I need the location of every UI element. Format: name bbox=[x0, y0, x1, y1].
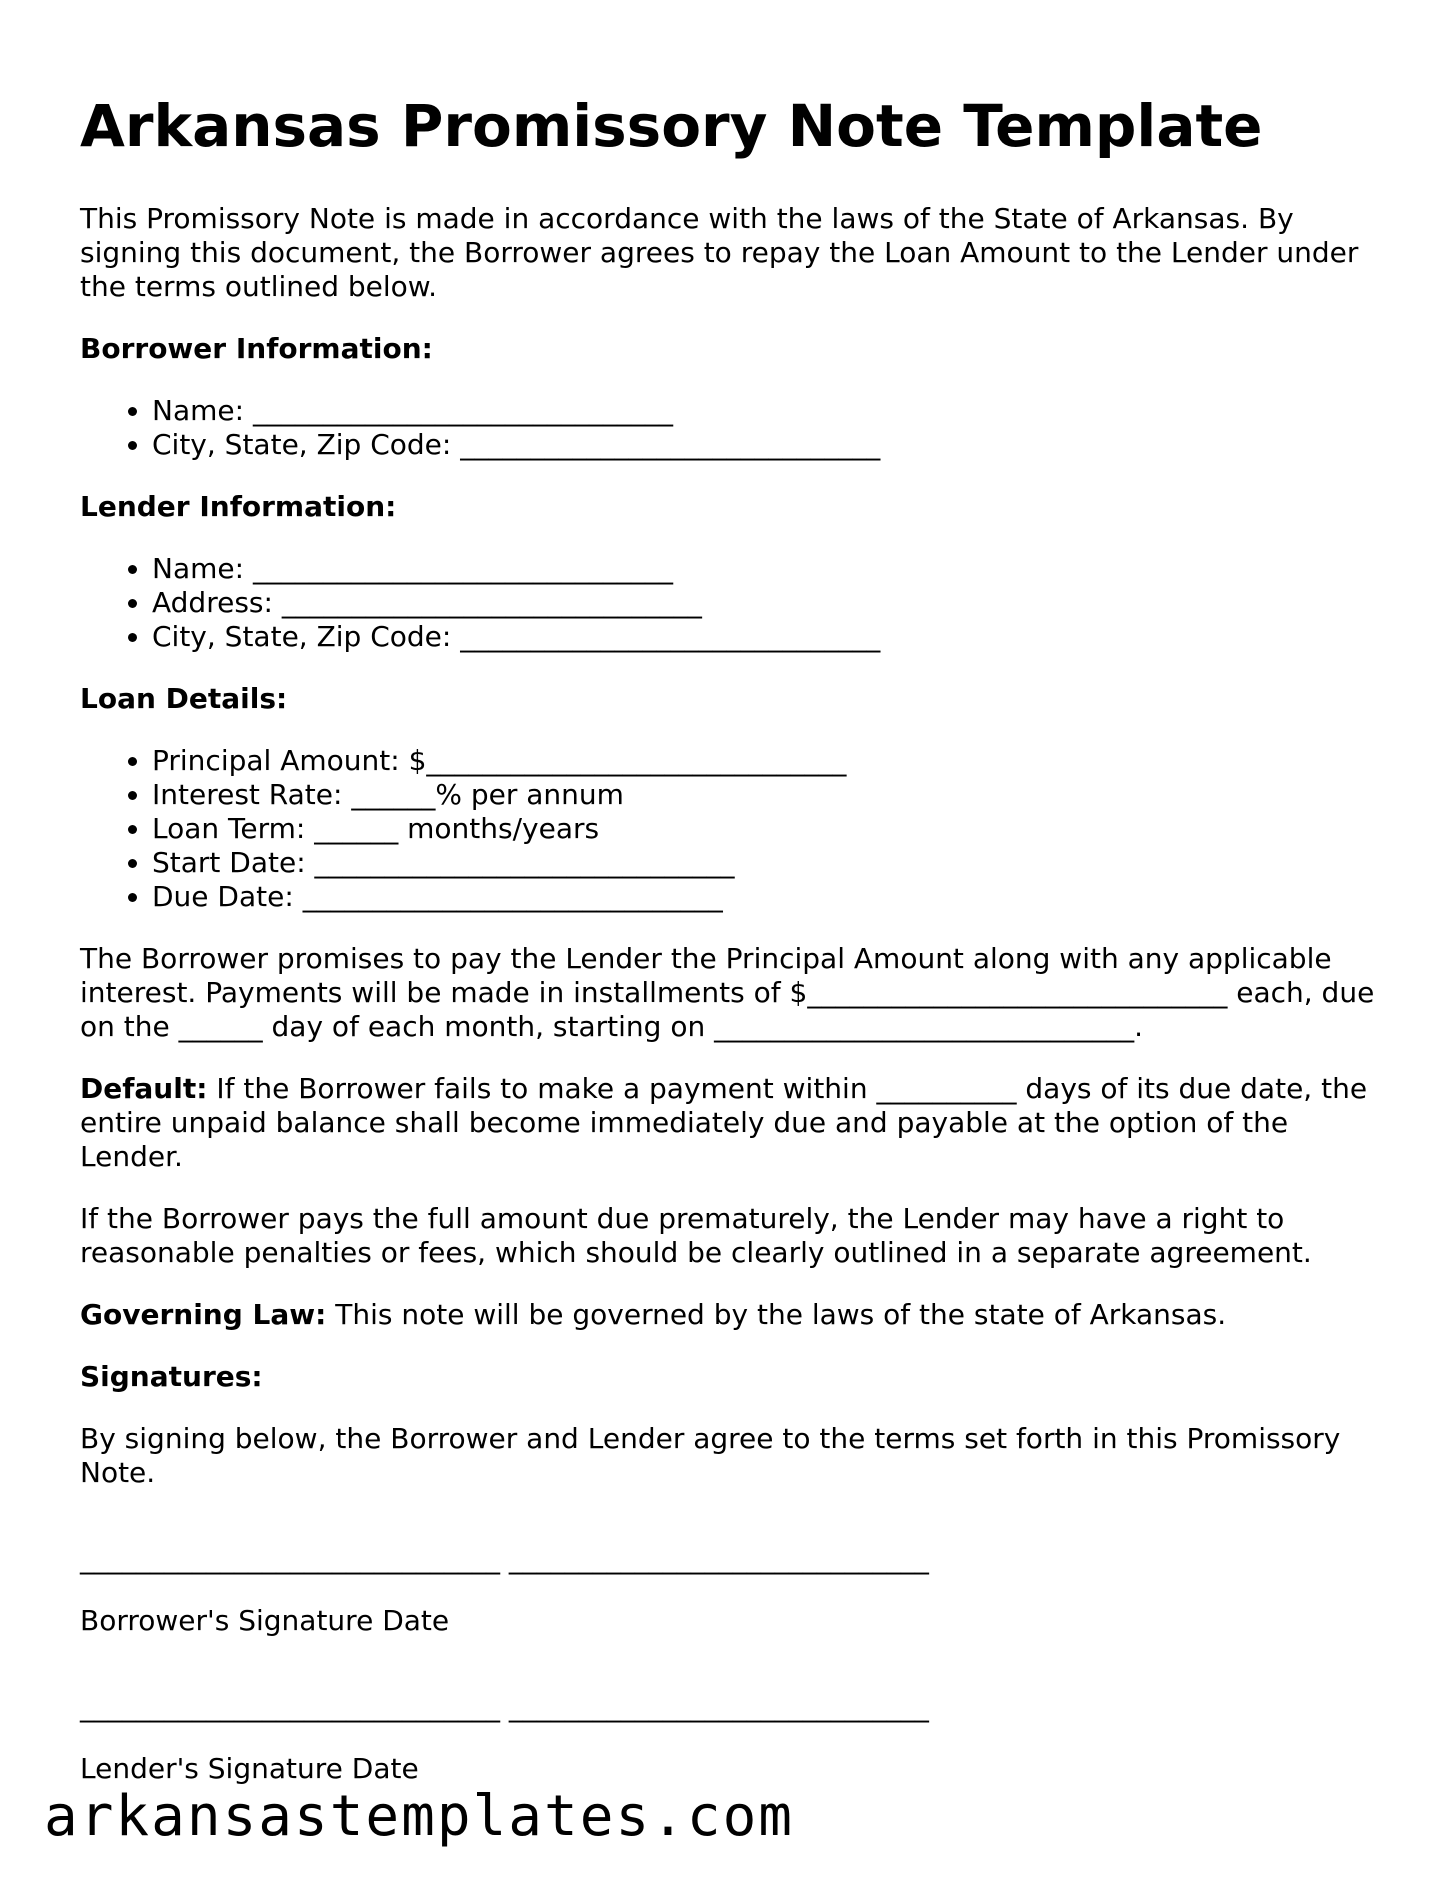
principal-amount-field: • Principal Amount: $______________________________ bbox=[152, 744, 1380, 778]
loan-term-field: • Loan Term: ______ months/years bbox=[152, 812, 1380, 846]
lender-address-field: • Address: ______________________________ bbox=[152, 586, 1380, 620]
lender-heading: Lender Information: bbox=[80, 489, 397, 523]
prepayment-paragraph: If the Borrower pays the full amount due prematurely, the Lender may have a right to reasonable penalties or fees, which should be clearly outlined in a separate agreement. bbox=[80, 1201, 1312, 1269]
borrower-list bbox=[80, 394, 1380, 462]
borrower-heading: Borrower Information: bbox=[80, 331, 433, 365]
interest-rate-field: • Interest Rate: ______% per annum bbox=[152, 778, 1380, 812]
site-watermark: arkansastemplates.com bbox=[44, 1784, 795, 1849]
lender-signature-label: Lender's Signature Date bbox=[80, 1751, 419, 1785]
loan-heading: Loan Details: bbox=[80, 681, 288, 715]
intro-paragraph: This Promissory Note is made in accordance with the laws of the State of Arkansas. By signing this document, the Borrower agrees to repay the Loan Amount to the Lender under the terms outlined below. bbox=[80, 201, 1359, 303]
loan-list bbox=[80, 744, 1380, 914]
lender-city-state-zip-field: • City, State, Zip Code: ______________________________ bbox=[152, 620, 1380, 654]
due-date-field: • Due Date: ______________________________ bbox=[152, 880, 1380, 914]
borrower-city-state-zip-field: • City, State, Zip Code: ______________________________ bbox=[152, 428, 1380, 462]
lender-signature-line: ______________________________ ______________________________ bbox=[80, 1689, 929, 1723]
governing-law-text: This note will be governed by the laws of the state of Arkansas. bbox=[326, 1297, 1227, 1331]
payment-paragraph: The Borrower promises to pay the Lender the Principal Amount along with any applicable interest. Payments will be made in installments of $______________________________ each, due on the ______ day of each month, starting on ______________________________. bbox=[80, 941, 1375, 1043]
default-paragraph bbox=[80, 1072, 1380, 1174]
document-title: Arkansas Promissory Note Template bbox=[80, 92, 1263, 160]
borrower-signature-line: ______________________________ ______________________________ bbox=[80, 1541, 929, 1575]
governing-law-label: Governing Law: bbox=[80, 1297, 327, 1331]
signatures-intro: By signing below, the Borrower and Lender agree to the terms set forth in this Promissory Note. bbox=[80, 1421, 1341, 1489]
default-text: If the Borrower fails to make a payment within __________ days of its due date, the entire unpaid balance shall become immediately due and payable at the option of the Lender. bbox=[80, 1071, 1368, 1173]
lender-name-field: • Name: ______________________________ bbox=[152, 552, 1380, 586]
borrower-name-field: • Name: ______________________________ bbox=[152, 394, 1380, 428]
start-date-field: • Start Date: ______________________________ bbox=[152, 846, 1380, 880]
borrower-signature-label: Borrower's Signature Date bbox=[80, 1603, 450, 1637]
signatures-heading: Signatures: bbox=[80, 1359, 263, 1393]
document-page bbox=[80, 92, 1380, 1814]
governing-law-paragraph bbox=[80, 1298, 1380, 1332]
lender-list bbox=[80, 552, 1380, 654]
default-label: Default: bbox=[80, 1071, 208, 1105]
